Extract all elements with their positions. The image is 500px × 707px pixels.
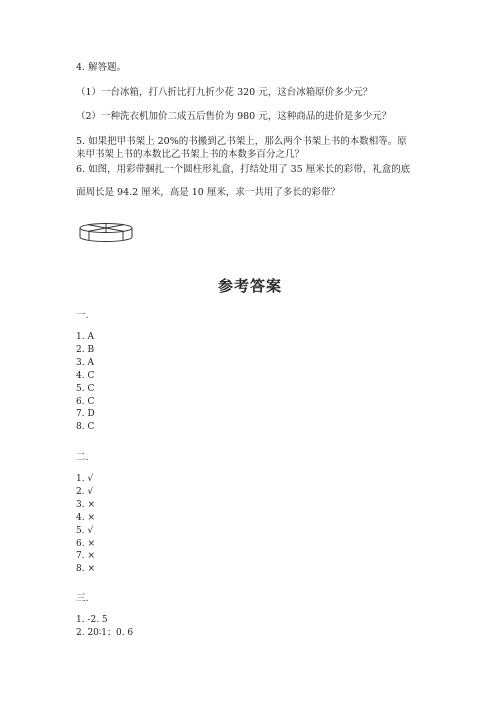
question-5-line2: 来甲书架上书的本数比乙书架上书的本数多百分之几？ — [76, 149, 305, 160]
answer-item: 1. A — [76, 332, 94, 342]
answer-item: 4. C — [76, 370, 95, 381]
answers-title: 参考答案 — [217, 277, 282, 295]
section-3-answers — [76, 614, 133, 640]
answer-item: 8. C — [76, 422, 95, 433]
cylinder-gift-box-figure — [78, 222, 134, 244]
answer-item: 3. × — [76, 499, 95, 510]
answer-item: 3. A — [76, 357, 94, 368]
answer-item: 6. × — [76, 538, 95, 549]
answer-item: 2. 20∶1；0. 6 — [76, 627, 134, 638]
answer-item: 2. √ — [76, 486, 94, 497]
answer-item: 7. × — [76, 551, 95, 562]
answer-item: 4. × — [76, 512, 95, 523]
section-1-label: 一. — [76, 310, 89, 321]
answer-item: 5. C — [76, 383, 95, 394]
answer-item: 6. C — [76, 396, 95, 407]
question-5-line1: 5. 如果把甲书架上 20%的书搬到乙书架上，那么两个书架上书的本数相等。原 — [76, 136, 407, 147]
section-3-label: 三. — [76, 593, 89, 604]
answer-item: 2. B — [76, 344, 95, 355]
answer-item: 5. √ — [76, 525, 94, 536]
section-2-label: 二. — [76, 452, 89, 463]
answer-item: 1. -2. 5 — [76, 615, 108, 625]
question-6-line1: 6. 如图，用彩带捆扎一个圆柱形礼盒，打结处用了 35 厘米长的彩带，礼盒的底 — [76, 164, 411, 175]
section-2-answers — [76, 473, 95, 576]
answer-item: 1. √ — [76, 474, 94, 484]
answer-item: 8. × — [76, 564, 95, 575]
answer-item: 7. D — [76, 409, 95, 420]
question-6-line2: 面周长是 94.2 厘米，高是 10 厘米，求一共用了多长的彩带？ — [76, 187, 340, 198]
section-1-answers — [76, 331, 95, 434]
question-4-1: （1）一台冰箱，打八折比打九折少花 320 元，这台冰箱原价多少元？ — [76, 87, 373, 98]
heading-4: 4. 解答题。 — [76, 62, 127, 73]
question-4-2: （2）一种洗衣机加价二成五后售价为 980 元，这种商品的进价是多少元？ — [76, 111, 392, 122]
